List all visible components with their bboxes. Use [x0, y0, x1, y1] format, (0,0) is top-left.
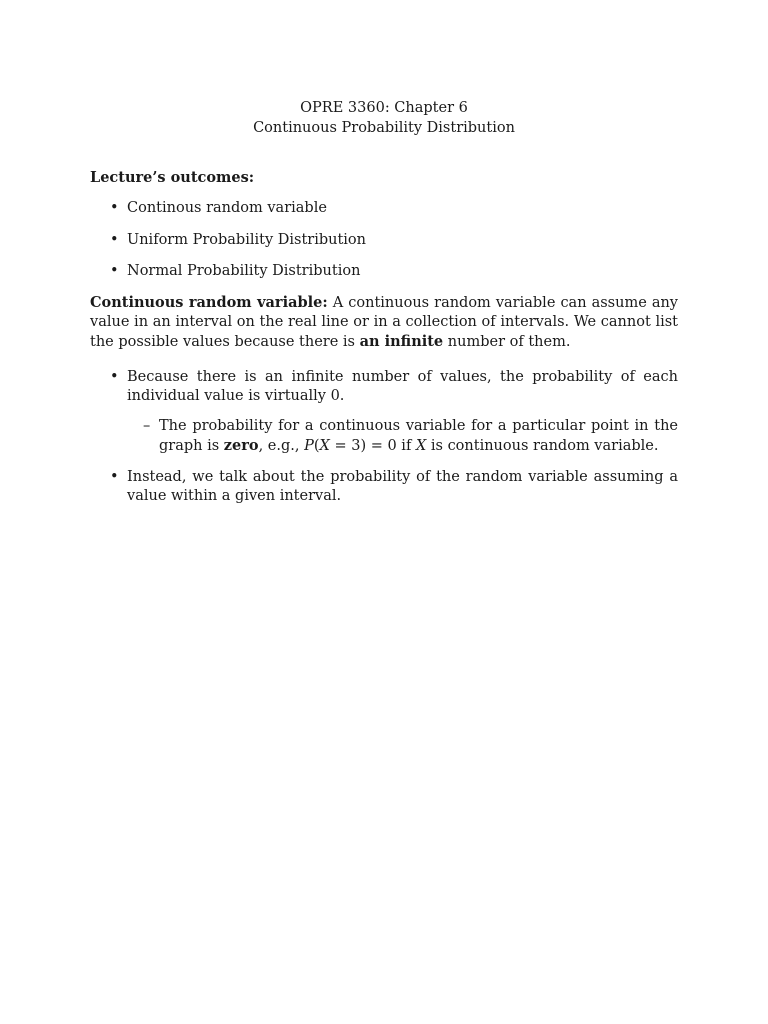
dash-icon: –	[143, 418, 151, 434]
sub-point-before: The probability for a continuous variable for a particular point in the graph is	[159, 418, 678, 454]
sub-point-text	[143, 417, 678, 456]
math-paren: (	[313, 438, 320, 454]
math-p: P	[304, 438, 314, 454]
point-second	[110, 468, 678, 506]
point-first	[110, 368, 678, 406]
document-title	[0, 99, 768, 138]
title-line-1: OPRE 3360: Chapter 6	[300, 100, 468, 116]
definition-emphasis: an infinite	[359, 333, 444, 350]
sub-point-after: is continuous random variable.	[426, 438, 659, 454]
outcomes-heading: Lecture’s outcomes:	[90, 169, 255, 186]
list-item	[110, 199, 670, 231]
definition-text-before: A continuous random variable can assume any value in an interval on the real line or in a collection of intervals. We cannot list the possible values because there is	[90, 295, 678, 350]
point-second-text: Instead, we talk about the probability of the random variable assuming a value within a given interval.	[127, 469, 678, 504]
definition-paragraph	[90, 293, 678, 352]
bullet-icon: •	[110, 263, 119, 279]
point-first-text: Because there is an infinite number of values, the probability of each individual value is virtually 0.	[127, 369, 678, 404]
list-item	[110, 231, 670, 263]
outcomes-list	[110, 199, 670, 294]
bullet-icon: •	[110, 369, 119, 385]
list-item	[110, 262, 670, 294]
outcome-item-3: Normal Probability Distribution	[127, 263, 361, 279]
bullet-icon: •	[110, 469, 119, 485]
title-line-2: Continuous Probability Distribution	[253, 119, 515, 136]
outcome-item-1: Continous random variable	[127, 200, 327, 216]
sub-point-mid: , e.g.,	[258, 438, 305, 454]
definition-text-after: number of them.	[443, 334, 571, 350]
math-equation: = 3) = 0 if	[329, 438, 416, 454]
sub-point	[143, 417, 678, 456]
bullet-icon: •	[110, 231, 119, 248]
bullet-icon: •	[110, 200, 119, 216]
outcome-item-2: Uniform Probability Distribution	[127, 231, 367, 248]
definition-term: Continuous random variable:	[90, 294, 328, 311]
math-x-2: X	[415, 438, 427, 454]
math-x: X	[319, 438, 330, 454]
sub-point-emphasis: zero	[223, 437, 259, 454]
